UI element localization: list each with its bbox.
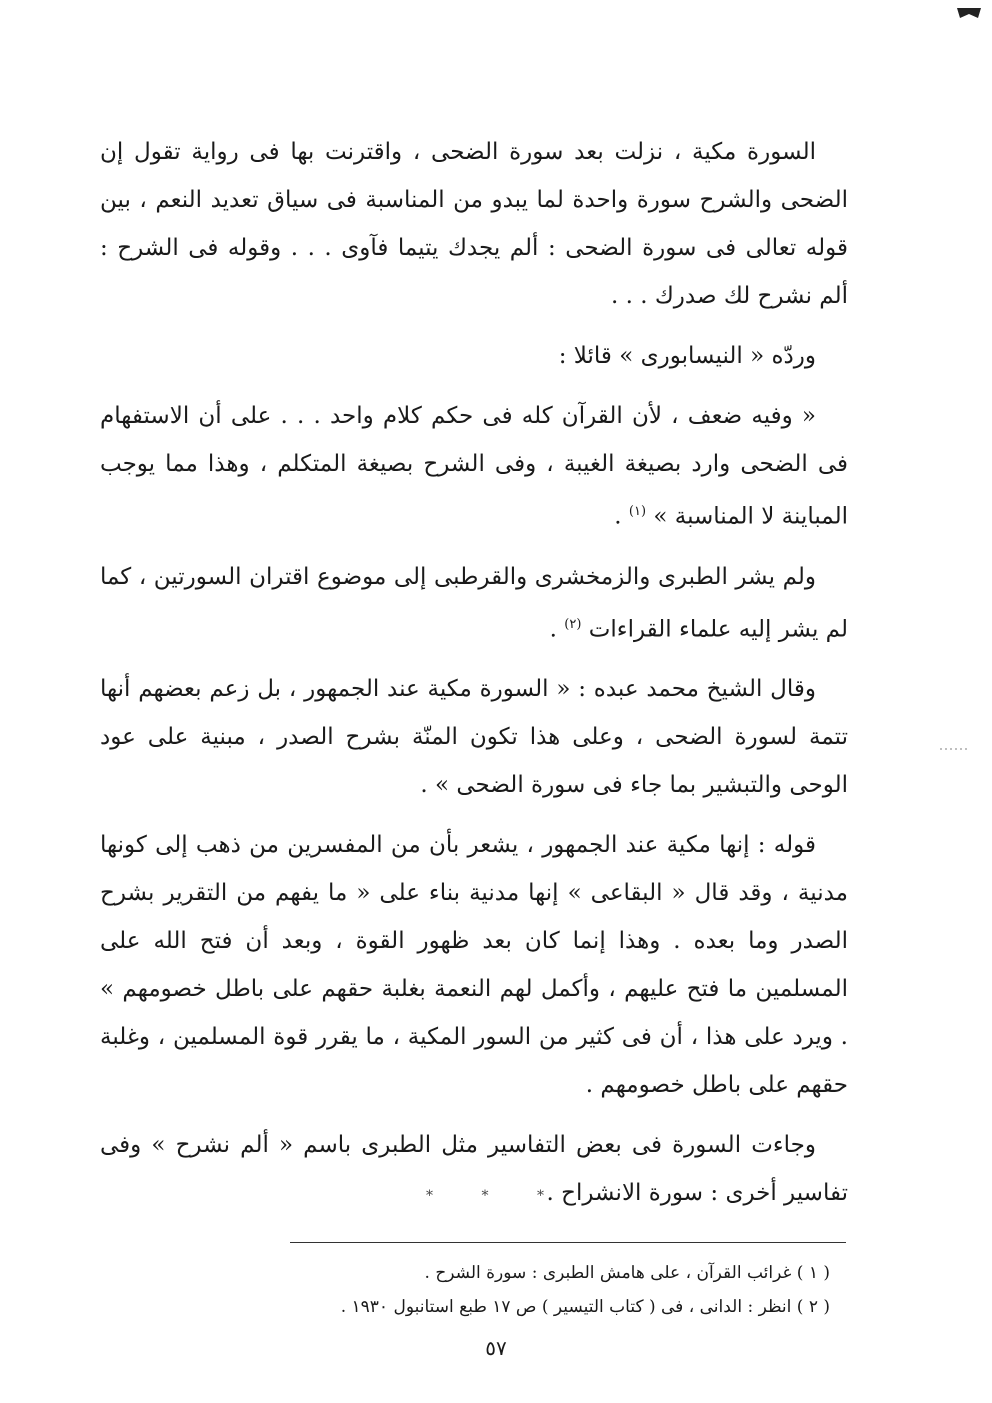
paragraph-nisaburi-intro: وردّه « النيسابورى » قائلا : — [558, 343, 816, 369]
paragraph-biqai: قوله : إنها مكية عند الجمهور ، يشعر بأن من المفسرين من ذهب إلى كونها مدنية ، وقد قال « البقاعى » إنها مدنية بناء على « ما يفهم من التقرير بشرح الصدر وما بعده . وهذا إنما كان بعد ظهور القوة ، وبعد أن فتح الله على المسلمين ما فتح عليهم ، وأكمل لهم النعمة بغلبة حقهم على باطل خصومهم » . ويرد على هذا ، أن فى كثير من السور المكية ، ما يقرر قوة المسلمين ، وغلبة حقهم على باطل خصومهم . — [100, 832, 848, 1099]
footnote-rule — [290, 1242, 846, 1243]
paragraph-tabari: ولم يشر الطبرى والزمخشرى والقرطبى إلى موضوع اقتران السورتين ، كما لم يشر إليه علماء القراءات $^{(٢)}$ . — [100, 563, 848, 643]
note-ref-1: (١) — [628, 504, 647, 519]
paragraph-intro: السورة مكية ، نزلت بعد سورة الضحى ، واقترنت بها فى رواية تقول إن الضحى والشرح سورة واحدة لما يبدو من المناسبة فى سياق تعديد النعم ، بين قوله تعالى فى سورة الضحى : ألم يجدك يتيما فآوى . . . وقوله فى الشرح : ألم نشرح لك صدرك . . . — [100, 139, 848, 309]
footnote-2: ( ٢ ) انظر : الدانى ، فى ( كتاب التيسير ) ص ١٧ طبع استانبول ١٩٣٠ . — [340, 1297, 830, 1317]
footnote-1: ( ١ ) غرائب القرآن ، على هامش الطبرى : سورة الشرح . — [424, 1263, 830, 1283]
note-ref-2: (٢) — [564, 616, 582, 632]
paragraph-names: وجاءت السورة فى بعض التفاسير مثل الطبرى باسم « ألم نشرح » وفى تفاسير أخرى : سورة الانشراح . — [100, 1132, 848, 1207]
footnotes — [150, 1256, 830, 1324]
page-body — [100, 128, 848, 1229]
page-number: ٥٧ — [485, 1336, 507, 1360]
corner-mark-icon — [956, 6, 982, 20]
margin-mark-icon — [940, 746, 968, 752]
paragraph-nisaburi-quote: « وفيه ضعف ، لأن القرآن كله فى حكم كلام واحد . . . على أن الاستفهام فى الضحى وارد بصيغة الغيبة ، وفى الشرح بصيغة المتكلم ، وهذا مما يوجب المباينة لا المناسبة » $^{(١)}$ . — [100, 403, 848, 530]
paragraph-abduh: وقال الشيخ محمد عبده : « السورة مكية عند الجمهور ، بل زعم بعضهم أنها تتمة لسورة الضحى ، وعلى هذا تكون المنّة بشرح الصدر ، مبنية على عود الوحى والتبشير بما جاء فى سورة الضحى » . — [100, 676, 848, 799]
section-separator: * * * — [426, 1188, 566, 1204]
